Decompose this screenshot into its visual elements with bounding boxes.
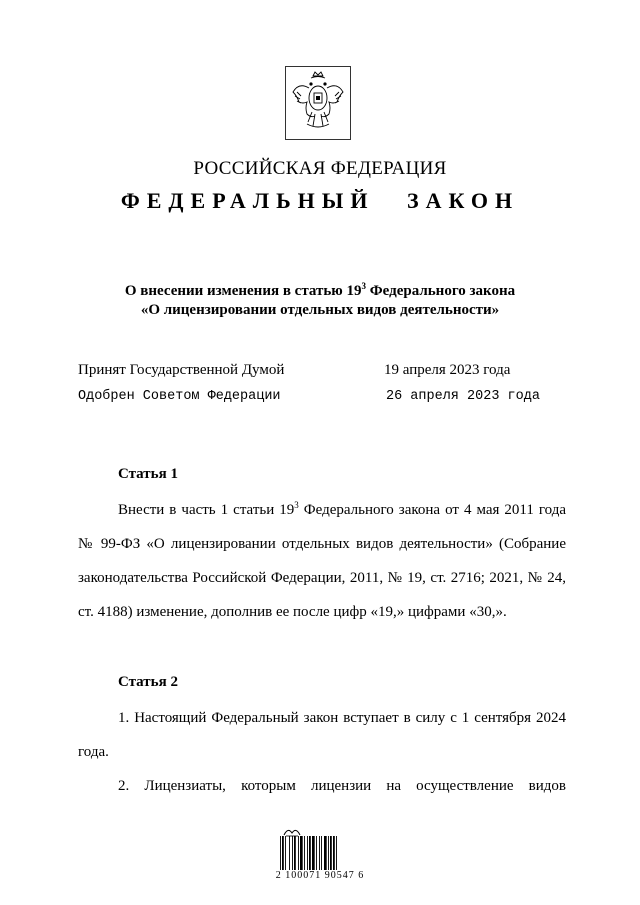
law-title-line-1 [0, 277, 640, 301]
law-title [0, 277, 640, 320]
law-title-superscript: 3 [361, 281, 367, 291]
duma-date: 19 апреля 2023 года [384, 362, 511, 378]
article-2-item-2: 2. Лицензиаты, которым лицензии на осуществление видов [118, 778, 566, 794]
article-2-item-1: 1. Настоящий Федеральный закон вступает в силу с 1 сентября 2024 года. [78, 710, 566, 760]
law-title-part-a: О внесении изменения в статью 19 [124, 283, 362, 299]
duma-label: Принят Государственной Думой [78, 362, 285, 378]
council-date: 26 апреля 2023 года [386, 389, 540, 404]
council-label: Одобрен Советом Федерации [78, 389, 281, 404]
barcode-number: 2 100071 90547 6 [275, 870, 365, 881]
adoption-duma-row [0, 362, 640, 382]
article-2-heading: Статья 2 [118, 674, 178, 690]
document-type-word-2: ЗАКОН [407, 188, 520, 213]
article-1-text-part-b: Федерального закона от 4 мая 2011 года № 99-ФЗ «О лицензировании отдельных видов деятельности» (Собрание законодательства Российской Федерации, 2011, № 19, ст. 2716; 2021, № 24, ст. 4188) изменение, дополнив ее после цифр «19,» цифрами «30,». [78, 502, 567, 620]
article-1-text-part-a: Внести в часть 1 статьи 19 [118, 502, 295, 518]
coat-of-arms-icon [285, 66, 351, 140]
article-1-heading: Статья 1 [118, 466, 178, 482]
article-1-text [78, 493, 566, 629]
law-title-line-2: «О лицензировании отдельных видов деятельности» [140, 302, 500, 318]
barcode-icon [280, 836, 360, 870]
law-title-part-b: Федерального закона [366, 283, 516, 299]
adoption-council-row [0, 389, 640, 409]
document-type-word-1: ФЕДЕРАЛЬНЫЙ [120, 188, 375, 213]
document-type [0, 188, 640, 214]
article-1-superscript: 3 [294, 500, 299, 510]
country-name: РОССИЙСКАЯ ФЕДЕРАЦИЯ [193, 158, 447, 179]
